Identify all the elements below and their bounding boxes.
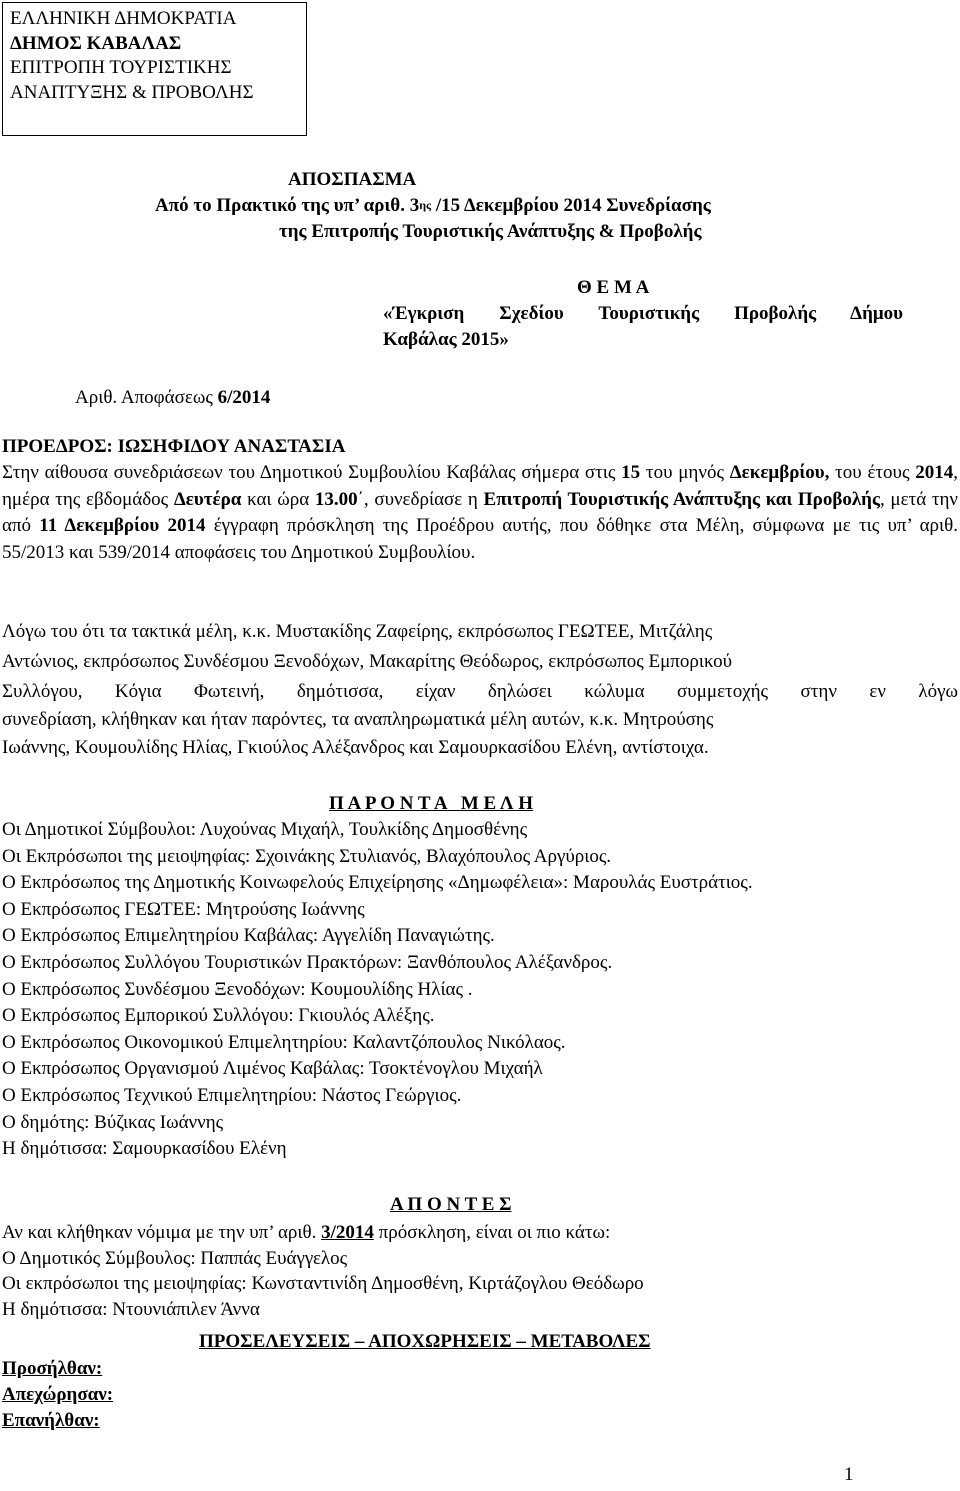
intro-year: 2014 bbox=[915, 462, 954, 483]
present-member: Ο Εκπρόσωπος Συνδέσμου Ξενοδόχων: Κουμουλίδης Ηλίας . bbox=[2, 978, 473, 1000]
present-member: Η δημότισσα: Σαμουρκασίδου Ελένη bbox=[2, 1138, 287, 1160]
issuer-box bbox=[2, 2, 307, 136]
theme-heading: Θ Ε Μ Α bbox=[577, 277, 650, 298]
decision-number bbox=[75, 386, 270, 410]
extract-line1-post: /15 Δεκεμβρίου 2014 Συνεδρίασης bbox=[431, 195, 711, 216]
present-member: Ο Εκπρόσωπος Οργανισμού Λιμένος Καβάλας: Τσοκτένογλου Μιχαήλ bbox=[2, 1058, 543, 1080]
theme-line2: Καβάλας 2015» bbox=[383, 329, 509, 350]
intro-text-4: , ημέρα της εβδομάδος bbox=[2, 462, 958, 510]
decision-label: Αριθ. Αποφάσεως bbox=[75, 387, 218, 408]
issuer-committee-line1: ΕΠΙΤΡΟΠΗ ΤΟΥΡΙΣΤΙΚΗΣ bbox=[10, 57, 232, 78]
absent-list bbox=[2, 1220, 644, 1322]
issuer-country: ΕΛΛΗΝΙΚΗ ΔΗΜΟΚΡΑΤΙΑ bbox=[10, 8, 237, 29]
absence-line-2: Αντώνιος, εκπρόσωπος Συνδέσμου Ξενοδόχων, Μακαρίτης Θεόδωρος, εκπρόσωπος Εμπορικού bbox=[2, 651, 733, 672]
issuer-municipality: ΔΗΜΟΣ ΚΑΒΑΛΑΣ bbox=[10, 32, 182, 54]
absent-invitation-number: 3/2014 bbox=[321, 1222, 374, 1243]
absence-line-1: Λόγω του ότι τα τακτικά μέλη, κ.κ. Μυστακίδης Ζαφείρης, εκπρόσωπος ΓΕΩΤΕΕ, Μιτζάλης bbox=[2, 621, 713, 642]
absent-intro bbox=[2, 1220, 644, 1246]
page-number: 1 bbox=[844, 1464, 854, 1485]
absent-heading: Α Π Ο Ν Τ Ε Σ bbox=[390, 1194, 512, 1215]
intro-day: 15 bbox=[621, 462, 641, 483]
extract-line1-sup: ης bbox=[419, 198, 432, 212]
changes-departed: Απεχώρησαν: bbox=[2, 1384, 114, 1405]
absence-line-3: Συλλόγου, Κόγια Φωτεινή, δημότισσα, είχαν δηλώσει κώλυμα συμμετοχής στην εν λόγω bbox=[2, 681, 958, 702]
decision-value: 6/2014 bbox=[217, 387, 271, 408]
intro-text-8: έγγραφη πρόσκληση της Προέδρου αυτής, που δόθηκε στα Μέλη, σύμφωνα με τις υπ’ αριθ. 55/2013 και 539/2014 αποφάσεις του Δημοτικού Συμβουλίου. bbox=[2, 515, 958, 563]
present-member: Οι Εκπρόσωποι της μειοψηφίας: Σχοινάκης Στυλιανός, Βλαχόπουλος Αργύριος. bbox=[2, 845, 612, 867]
present-member: Ο Εκπρόσωπος Επιμελητηρίου Καβάλας: Αγγελίδη Παναγιώτης. bbox=[2, 925, 495, 947]
changes-returned: Επανήλθαν: bbox=[2, 1410, 100, 1431]
intro-text-3: του έτους bbox=[829, 462, 916, 483]
present-member: Ο Εκπρόσωπος Οικονομικού Επιμελητηρίου: Καλαντζόπουλος Νικόλαος. bbox=[2, 1031, 566, 1053]
absence-line-4: συνεδρίαση, κλήθηκαν και ήταν παρόντες, τα αναπληρωματικά μέλη αυτών, κ.κ. Μητρούσης bbox=[2, 709, 714, 730]
extract-line1 bbox=[155, 194, 711, 218]
absent-member: Η δημότισσα: Ντουνιάπιλεν Άννα bbox=[2, 1298, 260, 1320]
changes-arrived: Προσήλθαν: bbox=[2, 1358, 103, 1379]
intro-text-7: , μετά την από bbox=[2, 488, 959, 536]
present-heading: Π Α Ρ Ο Ν Τ Α Μ Ε Λ Η bbox=[329, 793, 534, 814]
intro-time: 13.00 bbox=[314, 488, 358, 510]
intro-weekday: Δευτέρα bbox=[173, 488, 242, 510]
intro-invitation-date: 11 Δεκεμβρίου 2014 bbox=[39, 515, 206, 536]
absent-intro-pre: Αν και κλήθηκαν νόμιμα με την υπ’ αριθ. bbox=[2, 1222, 322, 1243]
present-member: Ο Εκπρόσωπος Τεχνικού Επιμελητηρίου: Νάστος Γεώργιος. bbox=[2, 1084, 462, 1106]
intro-month: Δεκεμβρίου, bbox=[729, 462, 830, 483]
changes-heading: ΠΡΟΣΕΛΕΥΣΕΙΣ – ΑΠΟΧΩΡΗΣΕΙΣ – ΜΕΤΑΒΟΛΕΣ bbox=[199, 1331, 651, 1352]
absent-member: Ο Δημοτικός Σύμβουλος: Παππάς Ευάγγελος bbox=[2, 1247, 348, 1269]
absence-line-5: Ιωάννης, Κουμουλίδης Ηλίας, Γκιούλος Αλέξανδρος και Σαμουρκασίδου Ελένη, αντίστοιχα. bbox=[2, 737, 709, 758]
present-member: Ο Εκπρόσωπος Εμπορικού Συλλόγου: Γκιουλός Αλέξης. bbox=[2, 1005, 435, 1027]
president-line: ΠΡΟΕΔΡΟΣ: ΙΩΣΗΦΙΔΟΥ ΑΝΑΣΤΑΣΙΑ bbox=[2, 436, 346, 457]
present-member: Οι Δημοτικοί Σύμβουλοι: Λυχούνας Μιχαήλ, Τουλκίδης Δημοσθένης bbox=[2, 819, 528, 840]
present-member: Ο Εκπρόσωπος ΓΕΩΤΕΕ: Μητρούσης Ιωάννης bbox=[2, 898, 365, 920]
extract-line1-pre: Από το Πρακτικό της υπ’ αριθ. 3 bbox=[155, 195, 420, 216]
extract-line2: της Επιτροπής Τουριστικής Ανάπτυξης & Προβολής bbox=[279, 221, 702, 242]
present-member: Ο Εκπρόσωπος Συλλόγου Τουριστικών Πρακτόρων: Ξανθόπουλος Αλέξανδρος. bbox=[2, 951, 613, 973]
extract-title: ΑΠΟΣΠΑΣΜΑ bbox=[288, 169, 417, 190]
present-list bbox=[2, 817, 753, 1163]
theme-line1: «Έγκριση Σχεδίου Τουριστικής Προβολής Δήμου bbox=[383, 303, 903, 324]
intro-text-6: ΄, συνεδρίασε η bbox=[357, 488, 484, 510]
changes-list bbox=[2, 1356, 113, 1434]
intro-committee: Επιτροπή Τουριστικής Ανάπτυξης και Προβολής bbox=[483, 488, 880, 510]
present-member: Ο δημότης: Βύζικας Ιωάννης bbox=[2, 1111, 224, 1133]
issuer-committee-line2: ΑΝΑΠΤΥΞΗΣ & ΠΡΟΒΟΛΗΣ bbox=[10, 81, 254, 103]
absent-member: Οι εκπρόσωποι της μειοψηφίας: Κωνσταντινίδη Δημοσθένη, Κιρτάζογλου Θεόδωρο bbox=[2, 1273, 644, 1294]
intro-text-5: και ώρα bbox=[241, 488, 315, 510]
absent-intro-post: πρόσκληση, είναι οι πιο κάτω: bbox=[373, 1222, 611, 1243]
intro-paragraph bbox=[2, 460, 958, 566]
intro-text-1: Στην αίθουσα συνεδριάσεων του Δημοτικού Συμβουλίου Καβάλας σήμερα στις bbox=[2, 462, 622, 483]
intro-text-2: του μηνός bbox=[640, 462, 730, 483]
present-member: Ο Εκπρόσωπος της Δημοτικής Κοινωφελούς Επιχείρησης «Δημωφέλεια»: Μαρουλάς Ευστράτιος. bbox=[2, 872, 753, 894]
